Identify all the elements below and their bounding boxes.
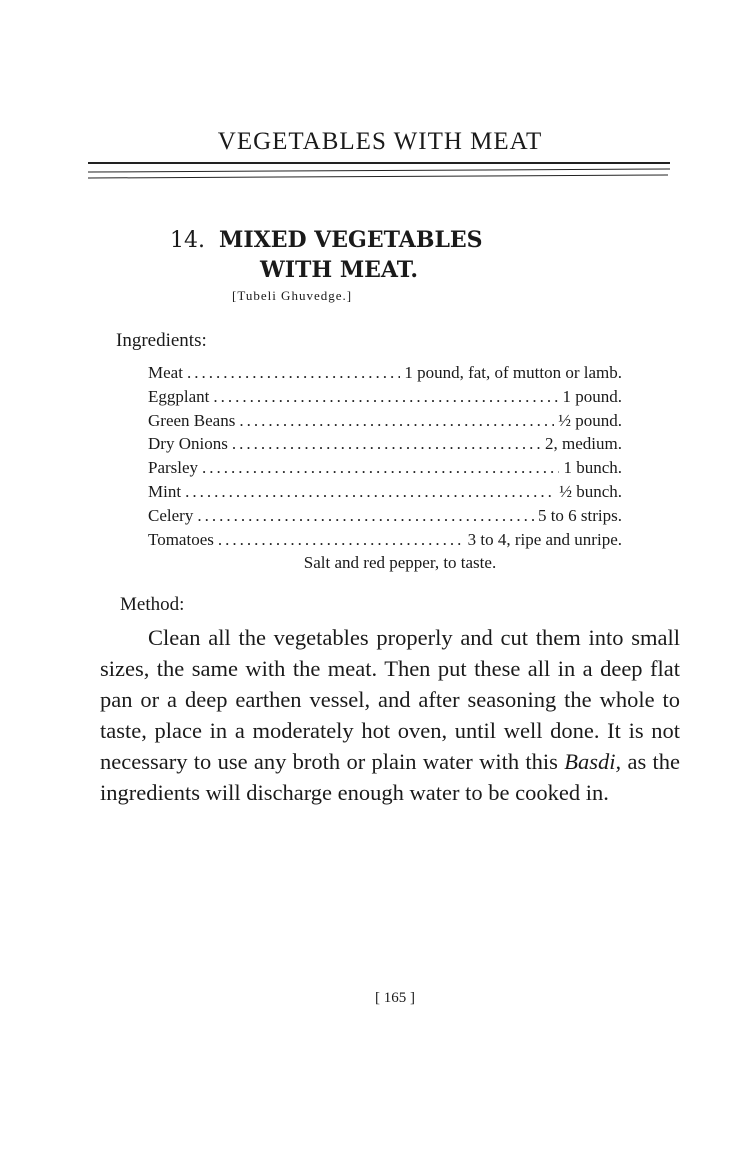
ingredient-name: Mint — [148, 481, 182, 501]
ingredient-row — [148, 482, 622, 506]
ingredient-name: Meat — [148, 363, 183, 382]
recipe-title-line2: WITH MEAT. — [260, 257, 418, 283]
method-emphasis: Basdi, — [564, 749, 622, 774]
ingredient-amount: 1 pound, fat, of mutton or lamb. — [404, 363, 622, 382]
method-text-after: as the ingredients will discharge enough water to be cooked in. — [100, 749, 680, 805]
ingredient-amount: 5 to 6 strips. — [537, 505, 622, 525]
dot-leader — [213, 387, 558, 407]
seasoning-note: Salt and red pepper, to taste. — [303, 553, 497, 573]
ingredient-name: Eggplant — [148, 386, 210, 406]
method-label: Method: — [120, 594, 185, 615]
running-head: VEGETABLES WITH MEAT — [217, 128, 543, 155]
ingredient-name: Parsley — [148, 458, 199, 478]
ingredient-amount: ½ pound. — [558, 410, 622, 430]
recipe-number: 14. — [170, 228, 205, 253]
ingredient-amount: 1 pound. — [562, 386, 622, 406]
recipe-title-line1: MIXED VEGETABLES — [219, 227, 483, 253]
ingredient-amount: 3 to 4, ripe and unripe. — [467, 529, 622, 549]
ingredient-name: Celery — [148, 505, 194, 525]
ingredient-amount: 1 bunch. — [563, 458, 622, 478]
dot-leader — [185, 482, 555, 502]
ingredient-row — [148, 387, 622, 411]
dot-leader — [202, 458, 559, 478]
ingredient-amount: ½ bunch. — [559, 481, 622, 501]
page-number: [ 165 ] — [375, 990, 415, 1006]
ingredients-label: Ingredients: — [116, 330, 207, 351]
dot-leader — [232, 434, 541, 454]
header-rule-thick — [88, 162, 670, 164]
ingredient-row — [148, 363, 622, 387]
dot-leader — [218, 530, 464, 550]
ingredients-list — [148, 363, 622, 579]
ingredient-name: Green Beans — [148, 410, 236, 430]
header-rule-middle — [88, 168, 670, 172]
ingredient-amount: 2, medium. — [545, 434, 622, 454]
header-rule-thin — [88, 174, 668, 178]
ingredient-row — [148, 458, 622, 482]
ingredient-row — [148, 530, 622, 554]
method-paragraph — [100, 622, 680, 808]
ingredient-name: Dry Onions — [148, 434, 228, 454]
ingredient-row — [148, 411, 622, 435]
dot-leader — [239, 411, 554, 431]
method-text-before: Clean all the vegetables properly and cut them into small sizes, the same with the meat. Then put these all in a deep flat pan or a deep earthen vessel, and after seasoning the whole to taste, place in a moderately hot oven, until well done. It is not necessary to use any broth or plain water with this — [100, 625, 680, 774]
dot-leader — [187, 363, 400, 383]
ingredient-row — [148, 506, 622, 530]
ingredient-name: Tomatoes — [148, 529, 214, 549]
ingredient-row — [148, 434, 622, 458]
recipe-subtitle: [Tubeli Ghuvedge.] — [232, 288, 353, 303]
dot-leader — [197, 506, 534, 526]
recipe-title — [170, 225, 483, 283]
